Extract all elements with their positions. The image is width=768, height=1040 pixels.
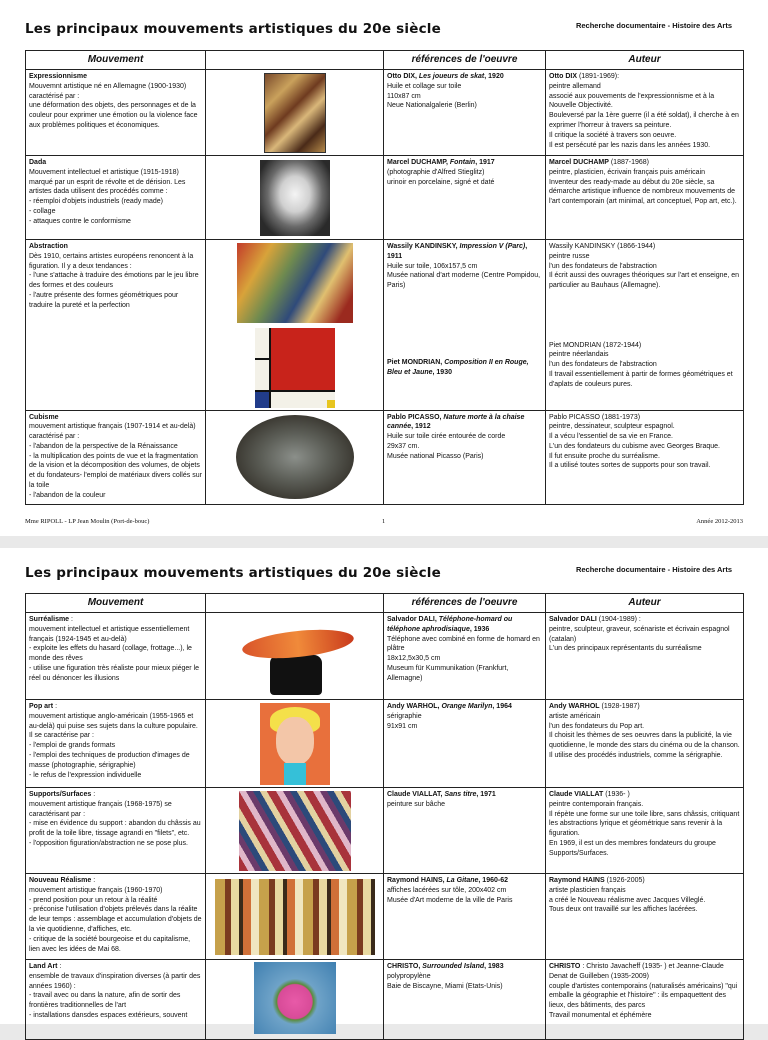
artwork-cell [206,156,384,240]
reference-year: , 1911 [387,243,528,260]
movement-cell [26,613,206,700]
hains-la-gitane-image [215,879,375,955]
author-name: CHRISTO [549,963,581,970]
reference-author: Claude VIALLAT, [387,791,443,798]
movement-cell [26,70,206,156]
reference-author: Pablo PICASSO, [387,413,442,421]
otto-dix-painting-image [264,73,326,153]
duchamp-fountain-photo-image [260,160,330,236]
reference-author: Wassily KANDINSKY, [387,243,458,250]
reference-title: Impression V (Parc) [459,243,526,250]
reference-author: Raymond HAINS, [387,877,445,884]
reference-year: , 1971 [476,791,496,798]
movement-name-suffix: : [69,616,73,623]
reference-author: Marcel DUCHAMP, [387,159,448,166]
movement-name: Abstraction [29,243,68,250]
author-dates: Wassily KANDINSKY (1866-1944) [549,243,656,250]
column-header-auteur: Auteur [546,51,744,70]
reference-title: Nature morte à la chaise cannée [387,413,525,431]
column-header-mouvement: Mouvement [26,594,206,613]
reference-details: sérigraphie 91x91 cm [387,712,422,730]
reference-year: , 1920 [484,73,504,80]
artwork-cell [206,874,384,960]
artwork-cell [206,326,384,411]
artwork-cell [206,70,384,156]
reference-details: Huile sur toile cirée entourée de corde 29x37 cm. Musée national Picasso (Paris) [387,433,506,460]
movement-name: Cubisme [29,413,59,421]
table-row [26,788,744,874]
movement-name-suffix: : [91,877,96,884]
page-title: Les principaux mouvements artistiques du 20e siècle [25,565,441,581]
movement-cell [26,156,206,240]
author-dates: Pablo PICASSO (1881-1973) [549,413,641,421]
reference-title: Composition II en Rouge, Bleu et Jaune [387,358,529,376]
artwork-cell [206,410,384,504]
author-bio: peintre, dessinateur, sculpteur espagnol. Il a vécu l'essentiel de sa vie en France. L'un des fondateurs du cubisme avec Georges Braque. Il fut ensuite proche du surréalisme. Il a utilisé toutes sortes de supports pour son travail. [549,423,720,470]
page-subtitle: Recherche documentaire - Histoire des Arts [575,21,732,30]
picasso-oval-painting-image [236,415,354,499]
author-bio: artiste plasticien français a créé le Nouveau réalisme avec Jacques Villeglé. Tous deux ont travaillé sur les affiches lacérées. [549,886,706,914]
author-dates: (1926-2005) [604,877,645,884]
table-row [26,960,744,1040]
christo-surrounded-islands-image [254,962,336,1034]
reference-details: (photographie d'Alfred Stieglitz) urinoir en porcelaine, signé et daté [387,168,495,186]
reference-cell [384,788,546,874]
reference-author: Andy WARHOL, [387,703,440,710]
table-row [26,70,744,156]
reference-cell [384,326,546,411]
author-name: Claude VIALLAT [549,791,604,798]
reference-title: Sans titre [444,791,477,798]
reference-title: Orange Marilyn [441,703,493,710]
reference-cell [384,70,546,156]
author-bio: couple d'artistes contemporains (naturalisés américains) "qui emballe la géographie et l'histoire" : ils empaquettent des lieux, des bâtiments, des parcs Travail monumental et éphémère [549,982,738,1019]
artwork-cell [206,960,384,1040]
movement-name-suffix: : [53,703,58,710]
movement-name-suffix: : [57,963,62,970]
author-name: Salvador DALI [549,616,597,623]
reference-details: affiches lacérées sur tôle, 200x402 cm Musée d'Art moderne de la ville de Paris [387,886,513,904]
author-cell [546,410,744,504]
reference-details: Téléphone avec combiné en forme de homard en plâtre 18x12,5x30,5 cm Museum für Kummunikation (Frankfurt, Allemagne) [387,635,540,682]
author-cell [546,326,744,411]
movement-description: mouvement artistique français (1907-1914 et au-delà) caractérisé par : - l'abandon de la perspective de la Rénaissance - la multiplication des points de vue et la fragmentation de la vision et la décomposition des volumes, de objets et du fondateurs- l'emploi de matériaux divers collés sur la toile - l'abandon de la couleur [29,423,202,499]
author-name: Otto DIX [549,73,577,80]
table-row [26,156,744,240]
movement-cell [26,410,206,504]
author-bio: peintre, plasticien, écrivain français puis américain Inventeur des ready-made au début du 20e siècle, sa démarche artistique influence de nombreux mouvements de l'art contemporain (art minimal, art conceptuel, Pop art, etc.). [549,168,737,206]
movement-name: Pop art [29,703,54,710]
movement-description: mouvement artistique français (1968-1975) se caractérisant par : - mise en évidence du support : abandon du châssis au profit de la toile libre, tissage agrandi en "filets", etc. - l'opposition figuration/abstraction ne se pose plus. [29,800,201,847]
movement-description: Mouvement intellectuel et artistique (1915-1918) marqué par un esprit de révolte et de dérision. Les artistes dada utilisent des procédés comme : - réemploi d'objets industriels (ready made) - collage - attaques contre le conformisme [29,168,186,225]
reference-details: peinture sur bâche [387,800,445,808]
footer-author: Mme RIPOLL - LP Jean Moulin (Port-de-bouc) [25,518,150,525]
column-header-auteur: Auteur [546,594,744,613]
author-cell [546,960,744,1040]
movement-name: Expressionnisme [29,73,87,80]
artwork-cell [206,240,384,326]
reference-cell [384,700,546,788]
author-cell [546,874,744,960]
author-bio: peintre, sculpteur, graveur, scénariste et écrivain espagnol (catalan) L'un des principaux représentants du surréalisme [549,625,730,653]
author-dates: (1928-1987) [599,703,640,710]
movement-cell [26,874,206,960]
reference-details: Huile et collage sur toile 110x87 cm Neue Nationalgalerie (Berlin) [387,82,477,110]
movement-name: Dada [29,159,47,166]
movement-cell [26,700,206,788]
page-subtitle: Recherche documentaire - Histoire des Arts [575,565,732,574]
table-row [26,874,744,960]
reference-title: Fontain [449,159,476,166]
author-name: Raymond HAINS [549,877,605,884]
author-dates: : Christo Javacheff (1935- ) et Jeanne-Claude Denat de Guilleben (1935-2009) [549,963,724,980]
reference-author: CHRISTO, [387,963,421,970]
reference-title: Téléphone-homard ou téléphone aphrodisiaque [387,616,513,633]
kandinsky-painting-image [237,243,353,323]
movement-cell [26,240,206,411]
movement-name: Land Art [29,963,58,970]
author-dates: (1887-1968) [608,159,649,166]
reference-cell [384,156,546,240]
reference-title: Les joueurs de skat [418,73,485,80]
reference-cell [384,874,546,960]
table-row [26,700,744,788]
footer-page-number: 1 [382,518,386,525]
table-row [26,613,744,700]
movement-description: mouvement artistique français (1960-1970) - prend position pour un retour à la réalité - préconise l'utilisation d'objets prélevés dans la réalite de leur temps : assemblage et accumulation d'objets de la vie quotidienne, d'affiches, etc. - critique de la société bourgeoise et du capitalisme, lien avec les idées de Mai 68. [29,886,202,953]
movement-name: Nouveau Réalisme [29,877,92,884]
author-cell [546,156,744,240]
column-header-mouvement: Mouvement [26,51,206,70]
author-cell [546,613,744,700]
reference-title: La Gitane [446,877,479,884]
author-cell [546,240,744,326]
reference-year: , 1983 [484,963,504,970]
movement-cell [26,788,206,874]
table-row [26,410,744,504]
author-bio: peintre contemporain français. Il répète une forme sur une toile libre, sans châssis, critiquant les abstractions lyrique et géométrique sans revenir à la figuration. En 1969, il est un des membres fondateurs du groupe Supports/Surfaces. [549,800,740,857]
footer-year: Année 2012-2013 [696,518,743,525]
movements-table [25,50,744,505]
dali-lobster-telephone-image [232,615,358,697]
viallat-painting-image [239,791,351,871]
author-cell [546,70,744,156]
author-bio: peintre allemand associé aux pouvements de l'expressionnisme et à la Nouvelle Objectivité. Bouleversé par la 1ère guerre (il a été soldat), il cherche à en exprimer l'horreur à travers sa peinture. Il critique la société à travers son oeuvre. Il est persécuté par les nazis dans les années 1930. [549,82,739,149]
author-dates: (1936- ) [603,791,630,798]
movement-name: Supports/Surfaces [29,791,92,798]
movement-description: mouvement intellectuel et artistique essentiellement français (1924-1945 et au-delà) - exploite les effets du hasard (collage, frottage...), le monde des rêves - utilise une figuration très réaliste pour mieux piéger le réel ou dénoncer les illusions [29,625,200,682]
author-name: Marcel DUCHAMP [549,159,609,166]
author-dates: (1891-1969): [577,73,620,80]
author-bio: artiste américain l'un des fondateurs du Pop art. Il choisit les thèmes de ses oeuvres dans la publicité, la vie quotidienne, le monde des stars du cinéma ou de la chanson. Il utilise des procédés industriels, comme la sérigraphie. [549,712,740,759]
reference-title: Surrounded Island [422,963,485,970]
reference-year: , 1912 [411,423,431,431]
reference-year: , 1936 [469,625,490,633]
reference-cell [384,240,546,326]
reference-details: polypropylène Baie de Biscayne, Miami (Etats-Unis) [387,972,503,990]
table-row [26,240,744,326]
document-page-2 [0,548,768,1024]
column-header-references: références de l'oeuvre [384,51,546,70]
artwork-cell [206,700,384,788]
column-header-image [206,594,384,613]
page-title: Les principaux mouvements artistiques du 20e siècle [25,21,441,37]
reference-year: , 1917 [475,159,495,166]
movements-table [25,593,744,1040]
author-bio: peintre russe l'un des fondateurs de l'abstraction Il écrit aussi des ouvrages théoriques sur l'art et enseigne, en particulier au Bauhaus (Allemagne). [549,252,740,290]
artwork-cell [206,613,384,700]
author-bio: peintre néerlandais l'un des fondateurs de l'abstraction Il travail essentiellement à partir de formes géométriques et d'aplats de couleurs pures. [549,351,733,388]
reference-author: Otto DIX, [387,73,417,80]
movement-description: Dès 1910, certains artistes européens renoncent à la figuration. Il y a deux tendances : - l'une s'attache à traduire des émotions par le jeu libre des formes et des couleurs - l'autre présente des formes géométriques pour traduire la pureté et la perfection [29,252,199,309]
reference-year: , 1960-62 [478,877,509,884]
movement-description: Mouvemnt artistique né en Allemagne (1900-1930) caractérisé par : une déformation des objets, des personnages et de la couleur pour exprimer une émotion ou la violence face aux problèmes politiques et économiques. [29,82,198,129]
reference-cell [384,613,546,700]
artwork-cell [206,788,384,874]
reference-year: , 1964 [492,703,512,710]
column-header-references: références de l'oeuvre [384,594,546,613]
author-name: Andy WARHOL [549,703,600,710]
movement-name: Surréalisme [29,616,70,623]
author-dates: Piet MONDRIAN (1872-1944) [549,341,642,349]
reference-details: Huile sur toile, 106x157,5 cm Musée national d'art moderne (Centre Pompidou, Paris) [387,262,541,290]
author-cell [546,700,744,788]
reference-cell [384,960,546,1040]
movement-name-suffix: : [91,791,96,798]
reference-author: Piet MONDRIAN, [387,358,443,366]
mondrian-painting-image [255,328,335,408]
reference-year: , 1930 [432,368,452,376]
column-header-image [206,51,384,70]
author-dates: (1904-1989) : [596,616,641,623]
warhol-marilyn-image [260,703,330,785]
reference-author: Salvador DALI, [387,616,437,623]
reference-cell [384,410,546,504]
author-cell [546,788,744,874]
movement-cell [26,960,206,1040]
movement-description: mouvement artistique anglo-américain (1955-1965 et au-delà) qui puise ses sujets dans la culture populaire. Il se caractérise par : - l'emploi de grands formats - l'emploi des techniques de production d'images de masse (photographie, sérigraphie) - le refus de l'expression individuelle [29,712,198,779]
movement-description: ensemble de travaux d'inspiration diverses (à partir des années 1960) : - travail avec ou dans la nature, afin de sortir des frontières traditionnelles de l'art - installations dansdes espaces extérieurs, souvent [29,972,201,1019]
